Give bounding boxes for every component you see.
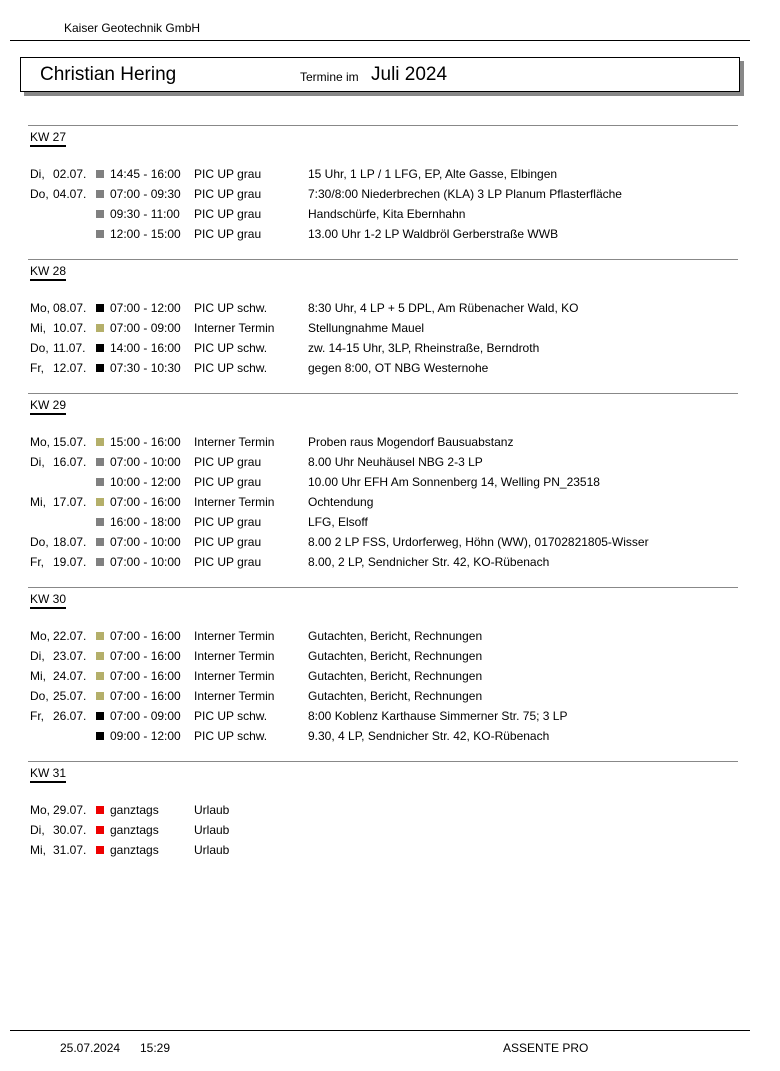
category-color-square <box>96 364 104 372</box>
week-label: KW 30 <box>30 592 66 609</box>
appointment-type: PIC UP grau <box>194 187 262 201</box>
time-range: 07:00 - 09:30 <box>110 187 181 201</box>
weekday: Do, <box>30 187 49 201</box>
appointment-row <box>0 689 780 709</box>
appointment-row <box>0 555 780 575</box>
appointment-desc: LFG, Elsoff <box>308 515 368 529</box>
date: 18.07. <box>53 535 87 549</box>
time-range: 07:00 - 16:00 <box>110 629 181 643</box>
appointment-desc: zw. 14-15 Uhr, 3LP, Rheinstraße, Berndroth <box>308 341 540 355</box>
appointment-row <box>0 187 780 207</box>
time-range: 15:00 - 16:00 <box>110 435 181 449</box>
appointment-row <box>0 803 780 823</box>
time-range: 07:00 - 09:00 <box>110 709 181 723</box>
category-color-square <box>96 672 104 680</box>
date: 15.07. <box>53 435 87 449</box>
date: 25.07. <box>53 689 87 703</box>
category-color-square <box>96 518 104 526</box>
appointment-type: PIC UP schw. <box>194 709 268 723</box>
date: 23.07. <box>53 649 87 663</box>
appointment-type: Interner Termin <box>194 321 275 335</box>
time-range: 07:00 - 16:00 <box>110 495 181 509</box>
time-range: 14:45 - 16:00 <box>110 167 181 181</box>
appointment-type: Interner Termin <box>194 669 275 683</box>
appointment-row <box>0 495 780 515</box>
appointment-desc: 15 Uhr, 1 LP / 1 LFG, EP, Alte Gasse, Elbingen <box>308 167 558 181</box>
appointment-type: PIC UP grau <box>194 475 262 489</box>
category-color-square <box>96 324 104 332</box>
appointment-desc: 7:30/8:00 Niederbrechen (KLA) 3 LP Planum Pflasterfläche <box>308 187 622 201</box>
weekday: Do, <box>30 535 49 549</box>
appointment-desc: 8.00 2 LP FSS, Urdorferweg, Höhn (WW), 01702821805-Wisser <box>308 535 649 549</box>
appointment-desc: Ochtendung <box>308 495 374 509</box>
time-range: ganztags <box>110 803 159 817</box>
week-divider <box>28 125 738 126</box>
app-name: ASSENTE PRO <box>503 1041 589 1055</box>
appointment-desc: 8.00 Uhr Neuhäusel NBG 2-3 LP <box>308 455 483 469</box>
appointment-type: PIC UP grau <box>194 555 262 569</box>
time-range: 14:00 - 16:00 <box>110 341 181 355</box>
appointment-desc: Proben raus Mogendorf Bausuabstanz <box>308 435 514 449</box>
appointment-row <box>0 629 780 649</box>
appointment-desc: Gutachten, Bericht, Rechnungen <box>308 649 483 663</box>
category-color-square <box>96 652 104 660</box>
appointment-type: PIC UP grau <box>194 535 262 549</box>
category-color-square <box>96 558 104 566</box>
appointment-type: PIC UP schw. <box>194 361 268 375</box>
time-range: 12:00 - 15:00 <box>110 227 181 241</box>
company-name: Kaiser Geotechnik GmbH <box>64 21 201 35</box>
weekday: Di, <box>30 649 45 663</box>
time-range: 09:00 - 12:00 <box>110 729 181 743</box>
appointment-type: PIC UP grau <box>194 455 262 469</box>
appointment-type: Interner Termin <box>194 689 275 703</box>
appointment-desc: 8:30 Uhr, 4 LP + 5 DPL, Am Rübenacher Wald, KO <box>308 301 579 315</box>
appointment-type: PIC UP schw. <box>194 729 268 743</box>
appointment-desc: 10.00 Uhr EFH Am Sonnenberg 14, Welling PN_23518 <box>308 475 600 489</box>
week-divider <box>28 393 738 394</box>
time-range: ganztags <box>110 823 159 837</box>
appointment-row <box>0 341 780 361</box>
appointment-type: PIC UP grau <box>194 167 262 181</box>
time-range: 07:00 - 16:00 <box>110 649 181 663</box>
weekday: Fr, <box>30 709 44 723</box>
appointment-desc: 13.00 Uhr 1-2 LP Waldbröl Gerberstraße WWB <box>308 227 559 241</box>
category-color-square <box>96 458 104 466</box>
appointment-desc: 8:00 Koblenz Karthause Simmerner Str. 75; 3 LP <box>308 709 568 723</box>
appointment-row <box>0 227 780 247</box>
category-color-square <box>96 632 104 640</box>
weekday: Fr, <box>30 555 44 569</box>
title-box <box>20 57 740 92</box>
weekday: Mo, <box>30 803 51 817</box>
appointment-row <box>0 435 780 455</box>
appointment-row <box>0 843 780 863</box>
weekday: Fr, <box>30 361 44 375</box>
time-range: 09:30 - 11:00 <box>110 207 180 221</box>
weekday: Mo, <box>30 435 51 449</box>
weekday: Do, <box>30 341 49 355</box>
date: 30.07. <box>53 823 87 837</box>
date: 17.07. <box>53 495 87 509</box>
week-label: KW 27 <box>30 130 66 147</box>
date: 12.07. <box>53 361 87 375</box>
date: 31.07. <box>53 843 87 857</box>
category-color-square <box>96 344 104 352</box>
week-label: KW 28 <box>30 264 66 281</box>
appointment-row <box>0 321 780 341</box>
appointment-type: PIC UP schw. <box>194 341 268 355</box>
time-range: 07:00 - 10:00 <box>110 535 181 549</box>
week-label: KW 29 <box>30 398 66 415</box>
footer-divider <box>10 1030 750 1031</box>
weekday: Mi, <box>30 669 46 683</box>
date: 24.07. <box>53 669 87 683</box>
time-range: 07:00 - 12:00 <box>110 301 181 315</box>
appointment-row <box>0 669 780 689</box>
appointment-type: PIC UP schw. <box>194 301 268 315</box>
appointment-desc: Urlaub <box>194 843 230 857</box>
week-divider <box>28 761 738 762</box>
appointment-desc: 8.00, 2 LP, Sendnicher Str. 42, KO-Rübenach <box>308 555 550 569</box>
header-divider <box>10 40 750 41</box>
week-label: KW 31 <box>30 766 66 783</box>
weekday: Di, <box>30 455 45 469</box>
time-range: ganztags <box>110 843 159 857</box>
appointment-desc: 9.30, 4 LP, Sendnicher Str. 42, KO-Rübenach <box>308 729 550 743</box>
category-color-square <box>96 210 104 218</box>
appointment-desc: Stellungnahme Mauel <box>308 321 425 335</box>
category-color-square <box>96 170 104 178</box>
appointment-row <box>0 535 780 555</box>
print-time: 15:29 <box>140 1041 171 1055</box>
appointment-row <box>0 301 780 321</box>
category-color-square <box>96 230 104 238</box>
appointment-row <box>0 649 780 669</box>
appointment-row <box>0 167 780 187</box>
time-range: 07:30 - 10:30 <box>110 361 181 375</box>
appointment-type: Interner Termin <box>194 649 275 663</box>
category-color-square <box>96 846 104 854</box>
week-divider <box>28 259 738 260</box>
date: 10.07. <box>53 321 87 335</box>
weekday: Do, <box>30 689 49 703</box>
category-color-square <box>96 712 104 720</box>
weekday: Mo, <box>30 629 51 643</box>
category-color-square <box>96 826 104 834</box>
date: 16.07. <box>53 455 87 469</box>
date: 26.07. <box>53 709 87 723</box>
weekday: Di, <box>30 823 45 837</box>
week-divider <box>28 587 738 588</box>
time-range: 07:00 - 16:00 <box>110 689 181 703</box>
appointment-desc: Urlaub <box>194 803 230 817</box>
category-color-square <box>96 538 104 546</box>
appointment-desc: Handschürfe, Kita Ebernhahn <box>308 207 466 221</box>
date: 08.07. <box>53 301 87 315</box>
weekday: Di, <box>30 167 45 181</box>
print-date: 25.07.2024 <box>60 1041 121 1055</box>
weekday: Mi, <box>30 495 46 509</box>
time-range: 07:00 - 16:00 <box>110 669 181 683</box>
time-range: 16:00 - 18:00 <box>110 515 181 529</box>
time-range: 07:00 - 10:00 <box>110 555 181 569</box>
appointment-row <box>0 455 780 475</box>
appointment-row <box>0 823 780 843</box>
category-color-square <box>96 438 104 446</box>
appointment-type: PIC UP grau <box>194 515 262 529</box>
category-color-square <box>96 806 104 814</box>
date: 11.07. <box>53 341 86 355</box>
appointment-type: PIC UP grau <box>194 207 262 221</box>
termine-label: Termine im <box>300 70 359 84</box>
appointment-desc: Gutachten, Bericht, Rechnungen <box>308 669 483 683</box>
weekday: Mo, <box>30 301 51 315</box>
appointment-type: PIC UP grau <box>194 227 262 241</box>
time-range: 07:00 - 09:00 <box>110 321 181 335</box>
category-color-square <box>96 498 104 506</box>
category-color-square <box>96 304 104 312</box>
category-color-square <box>96 478 104 486</box>
weekday: Mi, <box>30 843 46 857</box>
appointment-desc: Gutachten, Bericht, Rechnungen <box>308 629 483 643</box>
date: 29.07. <box>53 803 87 817</box>
date: 04.07. <box>53 187 87 201</box>
date: 02.07. <box>53 167 87 181</box>
category-color-square <box>96 732 104 740</box>
category-color-square <box>96 190 104 198</box>
appointment-type: Interner Termin <box>194 495 275 509</box>
time-range: 07:00 - 10:00 <box>110 455 181 469</box>
date: 19.07. <box>53 555 87 569</box>
appointment-type: Interner Termin <box>194 629 275 643</box>
weekday: Mi, <box>30 321 46 335</box>
appointment-desc: Urlaub <box>194 823 230 837</box>
appointment-desc: gegen 8:00, OT NBG Westernohe <box>308 361 489 375</box>
person-name: Christian Hering <box>40 64 177 85</box>
appointment-row <box>0 475 780 495</box>
appointment-row <box>0 515 780 535</box>
time-range: 10:00 - 12:00 <box>110 475 181 489</box>
category-color-square <box>96 692 104 700</box>
appointment-row <box>0 207 780 227</box>
appointment-row <box>0 361 780 381</box>
date: 22.07. <box>53 629 87 643</box>
appointment-desc: Gutachten, Bericht, Rechnungen <box>308 689 483 703</box>
month-label: Juli 2024 <box>371 64 448 85</box>
appointment-row <box>0 709 780 729</box>
appointment-row <box>0 729 780 749</box>
appointment-type: Interner Termin <box>194 435 275 449</box>
